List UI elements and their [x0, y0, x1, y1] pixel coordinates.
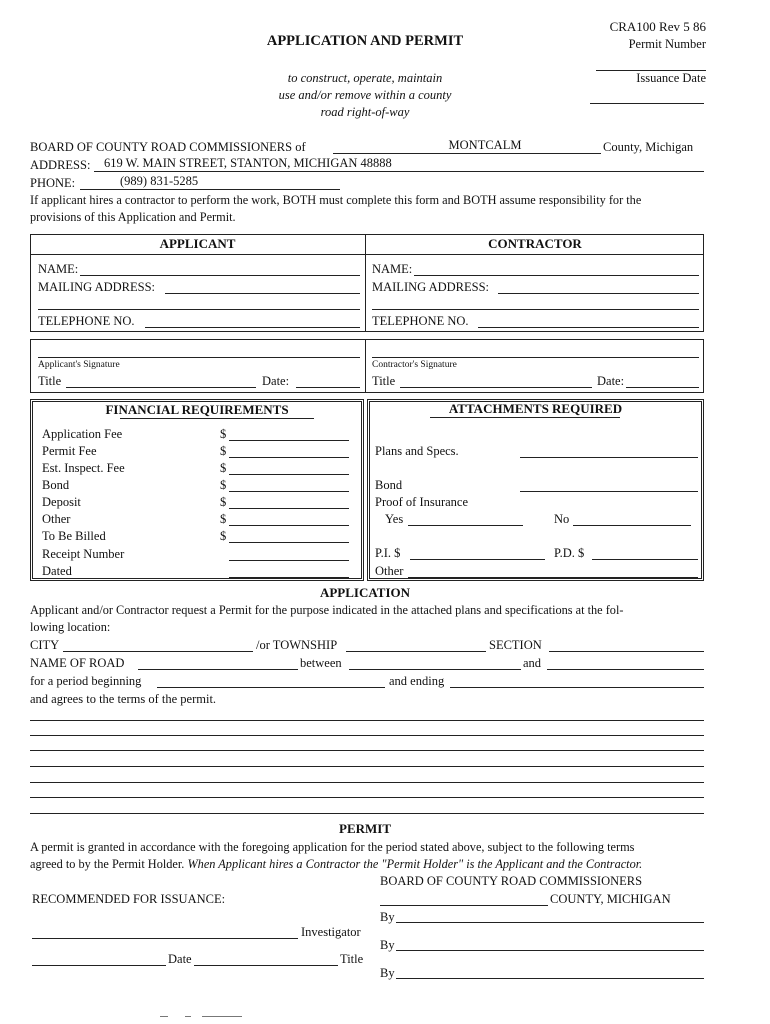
- by-label-2: By: [380, 938, 395, 952]
- applicant-date-field[interactable]: [296, 387, 360, 388]
- road-name-label: NAME OF ROAD: [30, 656, 125, 670]
- fee-billed-field[interactable]: [229, 542, 349, 543]
- fee-bond-symbol: $: [220, 478, 227, 492]
- between-field[interactable]: [349, 669, 521, 670]
- by-field-1[interactable]: [396, 922, 704, 923]
- applicant-mailing-field[interactable]: [165, 293, 360, 294]
- financial-heading: FINANCIAL REQUIREMENTS: [105, 402, 289, 417]
- fee-permit-label: Permit Fee: [42, 444, 97, 458]
- pd-field[interactable]: [592, 559, 698, 560]
- form-id: CRA100 Rev 5 86: [609, 19, 706, 34]
- applicant-name-label: NAME:: [38, 262, 79, 276]
- pd-label: P.D. $: [554, 546, 585, 560]
- fee-other-field[interactable]: [229, 525, 349, 526]
- fee-bond-label: Bond: [42, 478, 70, 492]
- phone-value[interactable]: (989) 831-5285: [120, 174, 199, 188]
- period-beginning-field[interactable]: [157, 687, 385, 688]
- applicant-signature-field[interactable]: [38, 357, 360, 358]
- purpose-line-3[interactable]: [30, 750, 704, 751]
- fee-deposit-field[interactable]: [229, 508, 349, 509]
- between-label: between: [300, 656, 342, 670]
- application-text-1: Applicant and/or Contractor request a Permit for the purpose indicated in the attached plans and specifications at the fol-: [30, 603, 624, 617]
- recommended-label: RECOMMENDED FOR ISSUANCE:: [32, 892, 226, 906]
- recommend-date-label: Date: [168, 952, 192, 966]
- fee-billed-symbol: $: [220, 529, 227, 543]
- attachments-heading-underline: [430, 417, 620, 418]
- county-suffix: County, Michigan: [603, 140, 694, 154]
- recommend-title-label: Title: [340, 952, 364, 966]
- contractor-mailing-field[interactable]: [498, 293, 699, 294]
- insurance-no-field[interactable]: [573, 525, 691, 526]
- subtitle-line-3: road right-of-way: [320, 105, 410, 119]
- city-label: CITY: [30, 638, 60, 652]
- attachments-heading: ATTACHMENTS REQUIRED: [448, 401, 623, 416]
- insurance-yes-label: Yes: [385, 512, 404, 526]
- fee-other-label: Other: [42, 512, 71, 526]
- period-ending-field[interactable]: [450, 687, 704, 688]
- applicant-mailing-field-2[interactable]: [38, 309, 360, 310]
- investigator-label: Investigator: [301, 925, 361, 939]
- purpose-line-2[interactable]: [30, 735, 704, 736]
- city-field[interactable]: [63, 651, 253, 652]
- fee-billed-label: To Be Billed: [42, 529, 106, 543]
- section-field[interactable]: [549, 651, 704, 652]
- applicant-telephone-label: TELEPHONE NO.: [38, 314, 135, 328]
- fee-inspect-field[interactable]: [229, 474, 349, 475]
- and-label: and: [523, 656, 542, 670]
- address-field-line: [94, 171, 704, 172]
- county-value[interactable]: MONTCALM: [448, 138, 522, 152]
- attach-other-label: Other: [375, 564, 404, 578]
- permit-text-2-plain: agreed to by the Permit Holder.: [30, 857, 185, 871]
- permit-number-label: Permit Number: [628, 37, 706, 51]
- pi-field[interactable]: [410, 559, 545, 560]
- fee-application-field[interactable]: [229, 440, 349, 441]
- subtitle-line-1: to construct, operate, maintain: [287, 71, 443, 85]
- contractor-mailing-label: MAILING ADDRESS:: [372, 280, 490, 294]
- contractor-date-label: Date:: [597, 374, 625, 388]
- by-label-3: By: [380, 966, 395, 980]
- subtitle-line-2: use and/or remove within a county: [278, 88, 452, 102]
- period-ending-label: and ending: [389, 674, 445, 688]
- fee-bond-field[interactable]: [229, 491, 349, 492]
- insurance-label: Proof of Insurance: [375, 495, 469, 509]
- fee-permit-field[interactable]: [229, 457, 349, 458]
- scan-artifact: [202, 1016, 242, 1017]
- fee-other-symbol: $: [220, 512, 227, 526]
- contractor-name-field[interactable]: [414, 275, 699, 276]
- contractor-title-label: Title: [372, 374, 396, 388]
- fee-inspect-label: Est. Inspect. Fee: [42, 461, 125, 475]
- financial-heading-underline: [120, 418, 314, 419]
- agrees-terms-label: and agrees to the terms of the permit.: [30, 692, 217, 706]
- phone-label: PHONE:: [30, 176, 76, 190]
- applicant-telephone-field[interactable]: [145, 327, 360, 328]
- applicant-title-label: Title: [38, 374, 62, 388]
- application-heading: APPLICATION: [319, 585, 411, 600]
- county-field-line: [333, 153, 601, 154]
- applicant-title-field[interactable]: [66, 387, 256, 388]
- purpose-line-7[interactable]: [30, 813, 704, 814]
- instructions-line-2: provisions of this Application and Permit.: [30, 210, 236, 224]
- insurance-yes-field[interactable]: [408, 525, 523, 526]
- contractor-signature-field[interactable]: [372, 357, 699, 358]
- recommend-date-field[interactable]: [32, 965, 166, 966]
- applicant-heading: APPLICANT: [159, 236, 236, 251]
- contractor-date-field[interactable]: [626, 387, 699, 388]
- contractor-signature-label: Contractor's Signature: [372, 360, 457, 370]
- permit-heading: PERMIT: [339, 821, 391, 836]
- parties-header-rule: [30, 254, 704, 255]
- township-label: /or TOWNSHIP: [256, 638, 338, 652]
- applicant-signature-label: Applicant's Signature: [38, 360, 120, 370]
- issuance-date-label: Issuance Date: [636, 71, 706, 85]
- by-field-3[interactable]: [396, 978, 704, 979]
- phone-field-line: [80, 189, 340, 190]
- attachments-box: [367, 399, 704, 581]
- permit-text-2: [30, 857, 642, 871]
- permit-text-2-italic: When Applicant hires a Contractor the "Permit Holder" is the Applicant and the Contractor.: [187, 857, 643, 871]
- applicant-mailing-label: MAILING ADDRESS:: [38, 280, 156, 294]
- address-label: ADDRESS:: [30, 158, 91, 172]
- investigator-field[interactable]: [32, 938, 298, 939]
- contractor-telephone-label: TELEPHONE NO.: [372, 314, 469, 328]
- by-label-1: By: [380, 910, 395, 924]
- fee-deposit-label: Deposit: [42, 495, 81, 509]
- board-label: BOARD OF COUNTY ROAD COMMISSIONERS of: [30, 140, 306, 154]
- applicant-name-field[interactable]: [80, 275, 360, 276]
- and-field[interactable]: [547, 669, 704, 670]
- receipt-number-field[interactable]: [229, 560, 349, 561]
- issuance-date-field[interactable]: [590, 103, 704, 104]
- purpose-line-5[interactable]: [30, 782, 704, 783]
- instructions-line-1: If applicant hires a contractor to perform the work, BOTH must complete this form and BOTH assume responsibility for the: [30, 193, 642, 207]
- purpose-line-4[interactable]: [30, 766, 704, 767]
- permit-county-field[interactable]: [380, 905, 548, 906]
- road-name-field[interactable]: [138, 669, 298, 670]
- plans-specs-label: Plans and Specs.: [375, 444, 459, 458]
- contractor-name-label: NAME:: [372, 262, 413, 276]
- applicant-date-label: Date:: [262, 374, 290, 388]
- purpose-line-1[interactable]: [30, 720, 704, 721]
- form-title: APPLICATION AND PERMIT: [266, 33, 464, 49]
- insurance-no-label: No: [554, 512, 570, 526]
- section-label: SECTION: [489, 638, 542, 652]
- contractor-telephone-field[interactable]: [478, 327, 699, 328]
- permit-board-label: BOARD OF COUNTY ROAD COMMISSIONERS: [380, 874, 643, 888]
- contractor-title-field[interactable]: [400, 387, 592, 388]
- application-text-2: lowing location:: [30, 620, 111, 634]
- attach-other-field[interactable]: [408, 577, 698, 578]
- contractor-mailing-field-2[interactable]: [372, 309, 699, 310]
- receipt-number-label: Receipt Number: [42, 547, 125, 561]
- permit-county-label: COUNTY, MICHIGAN: [550, 892, 671, 906]
- by-field-2[interactable]: [396, 950, 704, 951]
- recommend-title-field[interactable]: [194, 965, 338, 966]
- attach-bond-field[interactable]: [520, 491, 698, 492]
- dated-field[interactable]: [229, 577, 349, 578]
- fee-deposit-symbol: $: [220, 495, 227, 509]
- plans-specs-field[interactable]: [520, 457, 698, 458]
- fee-inspect-symbol: $: [220, 461, 227, 475]
- contractor-heading: CONTRACTOR: [488, 236, 582, 251]
- period-beginning-label: for a period beginning: [30, 674, 142, 688]
- dated-label: Dated: [42, 564, 72, 578]
- signature-divider: [365, 339, 366, 393]
- scan-artifact: [160, 1016, 168, 1017]
- township-field[interactable]: [346, 651, 486, 652]
- address-value[interactable]: 619 W. MAIN STREET, STANTON, MICHIGAN 48888: [104, 156, 392, 170]
- permit-text-1: A permit is granted in accordance with the foregoing application for the period stated above, subject to the following terms: [30, 840, 635, 854]
- fee-permit-symbol: $: [220, 444, 227, 458]
- fee-application-label: Application Fee: [42, 427, 123, 441]
- pi-label: P.I. $: [375, 546, 401, 560]
- scan-artifact: [185, 1016, 191, 1017]
- attach-bond-label: Bond: [375, 478, 403, 492]
- purpose-line-6[interactable]: [30, 797, 704, 798]
- fee-application-symbol: $: [220, 427, 227, 441]
